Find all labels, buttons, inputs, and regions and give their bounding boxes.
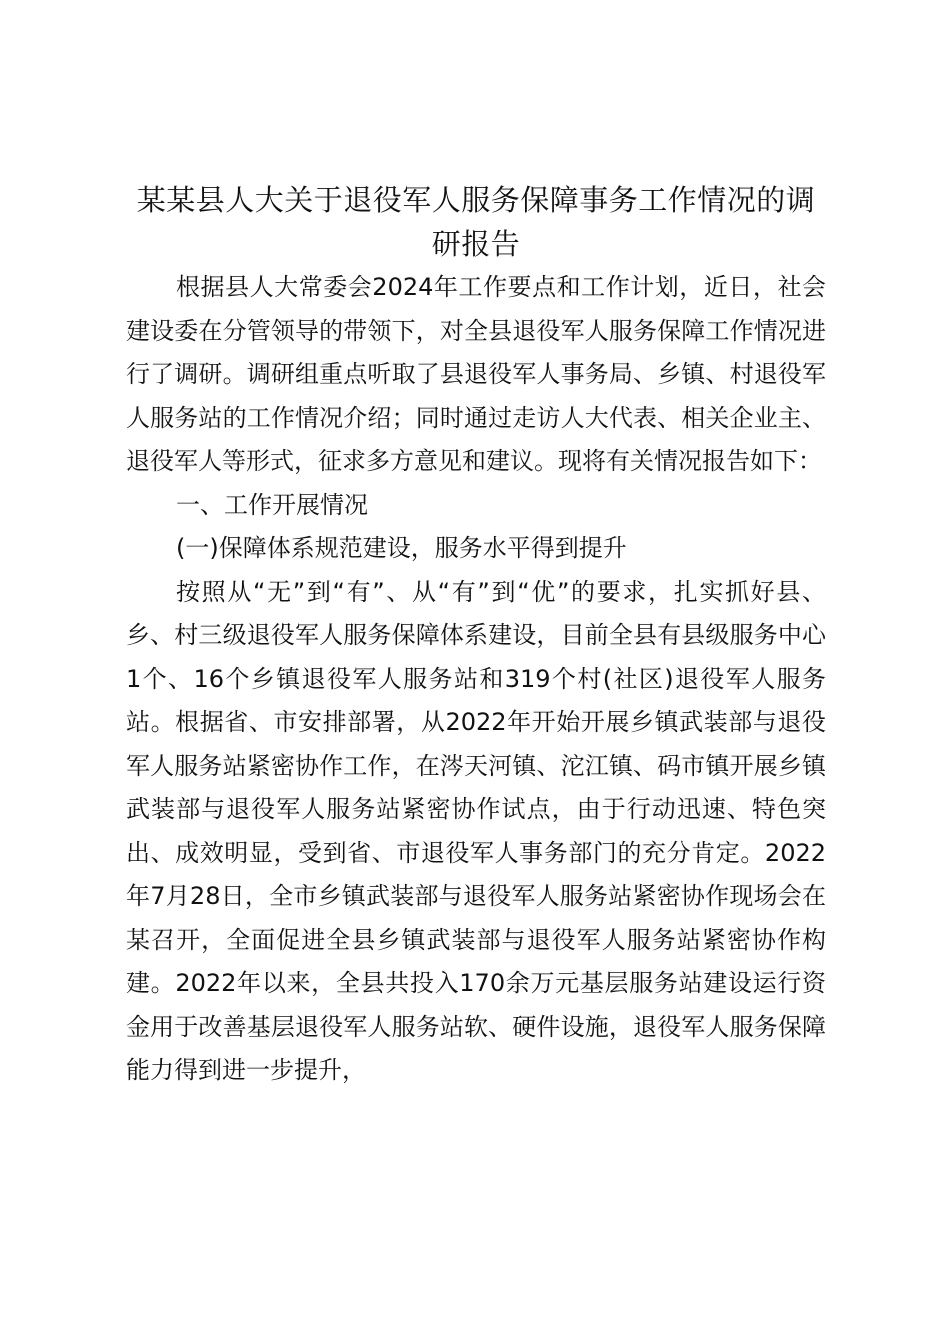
body-paragraph: 按照从“无”到“有”、从“有”到“优”的要求，扎实抓好县、乡、村三级退役军人服务保障体系建设，目前全县有县级服务中心1个、16个乡镇退役军人服务站和319个村(社区)退役军人服务站。根据省、市安排部署，从2022年开始开展乡镇武装部与退役军人服务站紧密协作工作，在涔天河镇、沱江镇、码市镇开展乡镇武装部与退役军人服务站紧密协作试点，由于行动迅速、特色突出、成效明显，受到省、市退役军人事务部门的充分肯定。2022年7月28日，全市乡镇武装部与退役军人服务站紧密协作现场会在某召开，全面促进全县乡镇武装部与退役军人服务站紧密协作构建。2022年以来，全县共投入170余万元基层服务站建设运行资金用于改善基层退役军人服务站软、硬件设施，退役军人服务保障能力得到进一步提升，: [126, 577, 826, 1084]
subsection-heading: (一)保障体系规范建设，服务水平得到提升: [176, 534, 627, 562]
section-heading: 一、工作开展情况: [176, 490, 368, 519]
document-title: 某某县人大关于退役军人服务保障事务工作情况的调研报告: [136, 183, 816, 261]
document-page: [126, 178, 826, 1093]
intro-paragraph: 根据县人大常委会2024年工作要点和工作计划，近日，社会建设委在分管领导的带领下，对全县退役军人服务保障工作情况进行了调研。调研组重点听取了县退役军人事务局、乡镇、村退役军人服务站的工作情况介绍；同时通过走访人大代表、相关企业主、退役军人等形式，征求多方意见和建议。现将有关情况报告如下：: [126, 273, 826, 475]
